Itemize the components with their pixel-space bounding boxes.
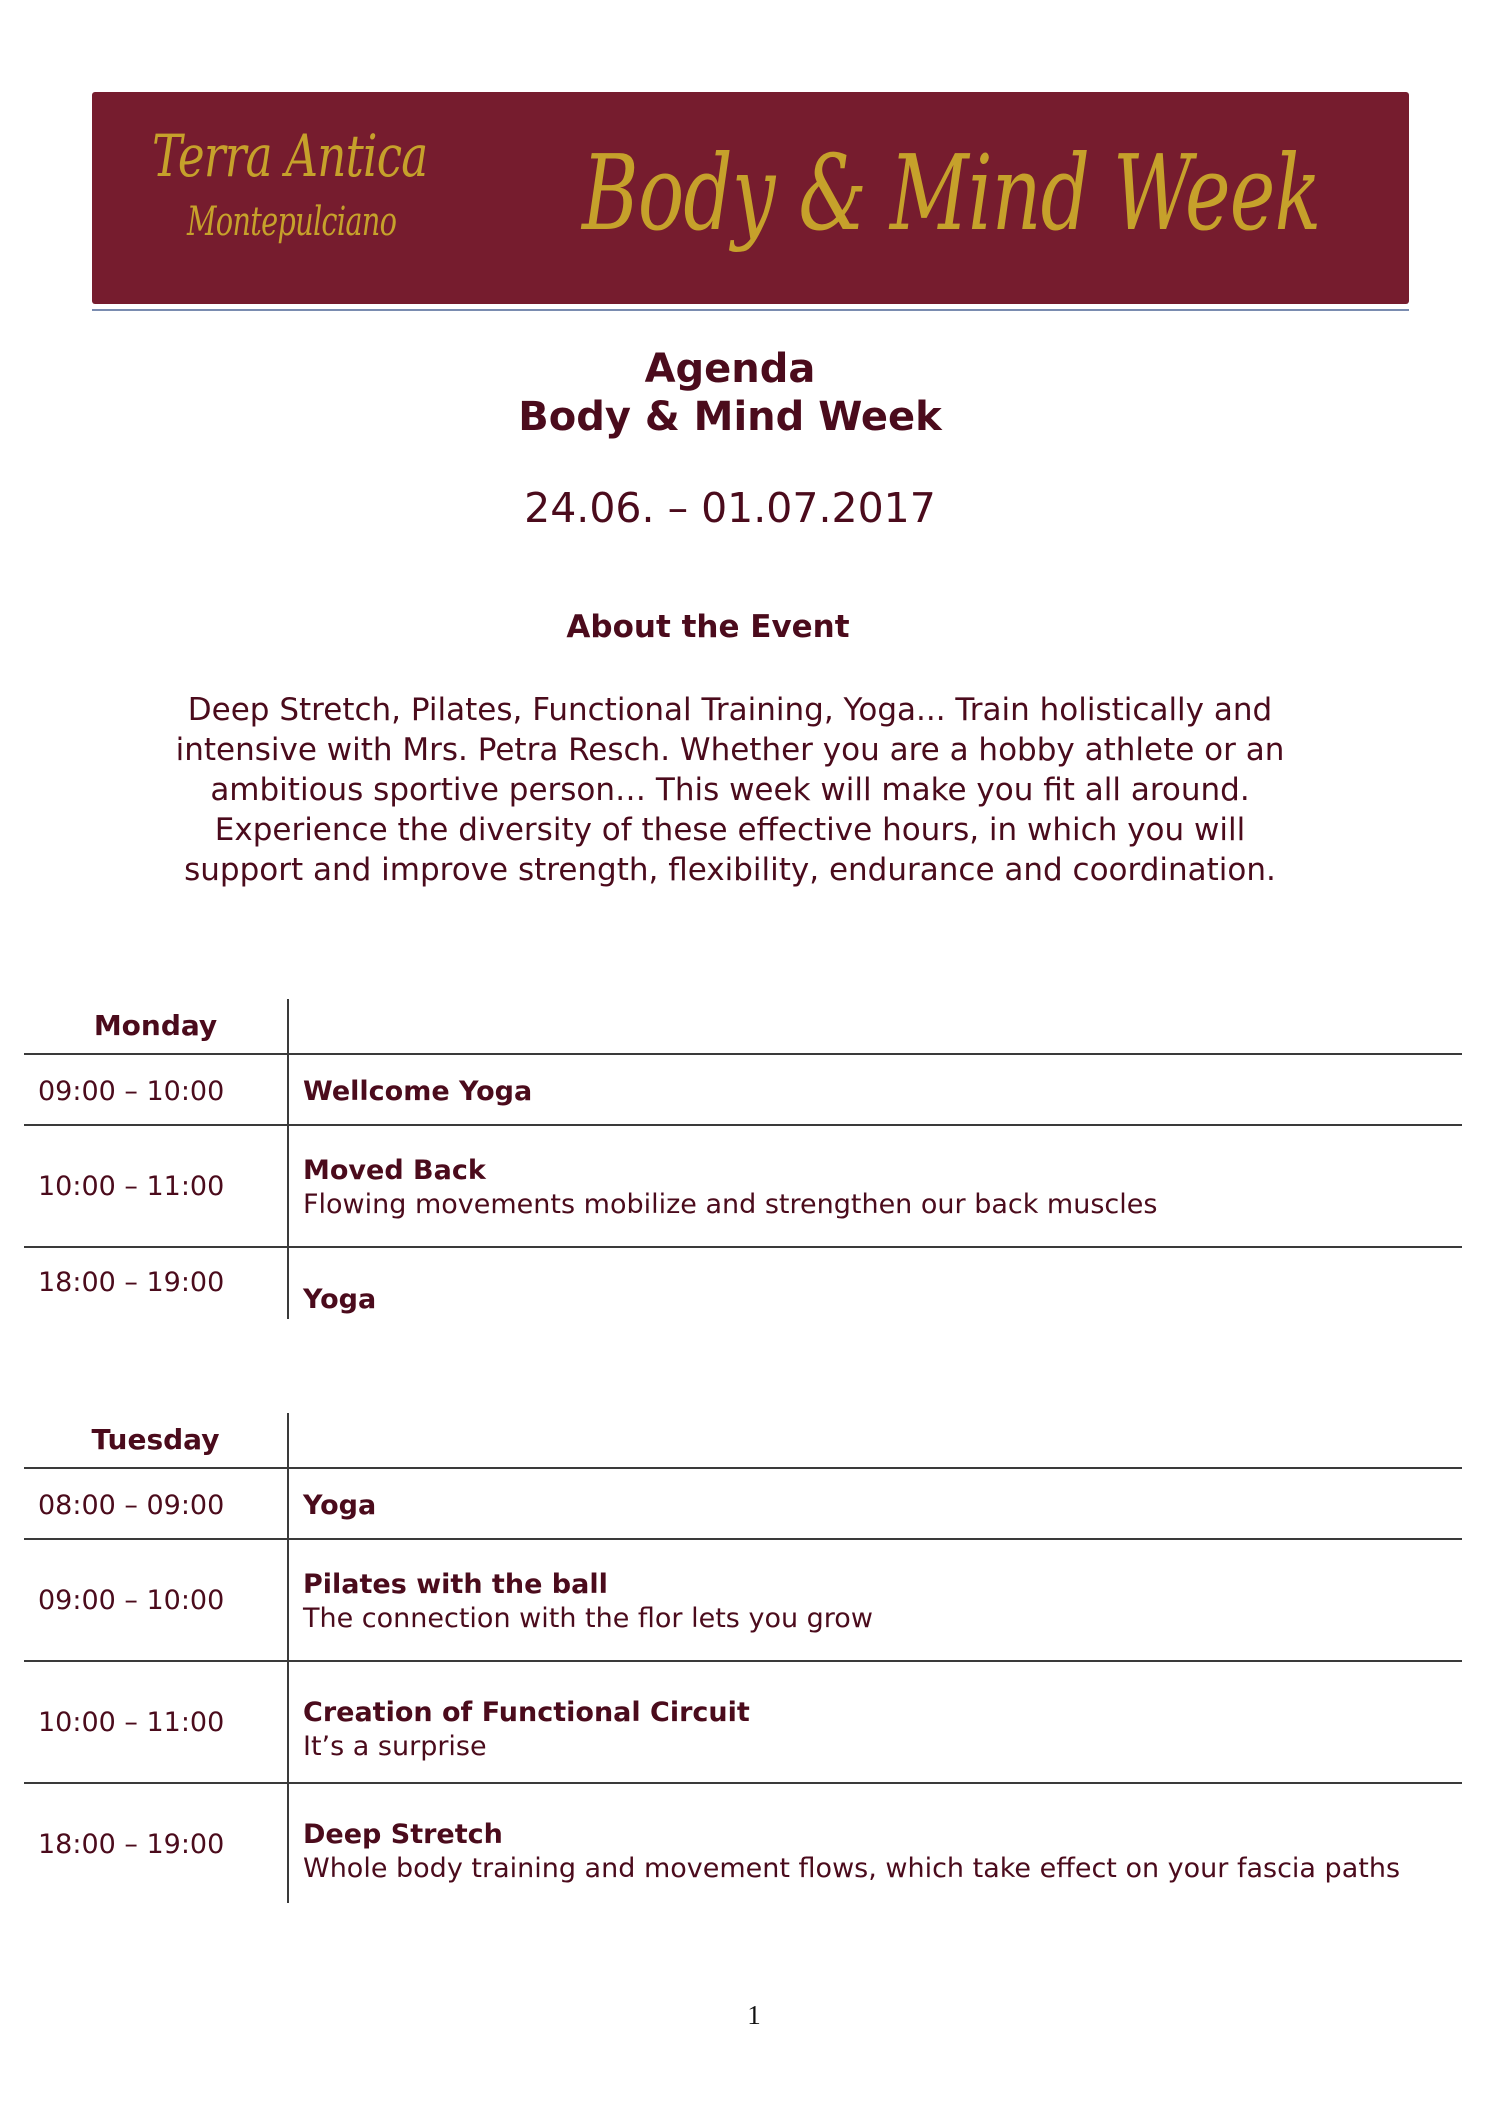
session-title: Wellcome Yoga (303, 1076, 533, 1107)
about-line: Experience the diversity of these effective hours, in which you will (214, 812, 1246, 848)
day-header: Monday (93, 1009, 218, 1042)
session-title: Pilates with the ball (303, 1569, 608, 1600)
session-title: Moved Back (303, 1155, 486, 1186)
row-divider (24, 1467, 1462, 1469)
session-title: Yoga (303, 1284, 377, 1315)
session-time: 18:00 – 19:00 (38, 1267, 225, 1298)
logo-terra-antica: Terra Antica (152, 122, 428, 190)
page-subtitle: Body & Mind Week (518, 394, 942, 440)
about-heading: About the Event (566, 609, 850, 645)
banner-title: Body & Mind Week (582, 132, 1321, 254)
about-line: support and improve strength, flexibility, endurance and coordination. (184, 852, 1276, 888)
date-range: 24.06. – 01.07.2017 (524, 484, 936, 532)
row-divider (24, 1124, 1462, 1126)
about-line: intensive with Mrs. Petra Resch. Whether you are a hobby athlete or an (175, 732, 1285, 768)
about-line: Deep Stretch, Pilates, Functional Training, Yoga... Train holistically and (187, 692, 1273, 728)
about-line: ambitious sportive person… This week will make you fit all around. (210, 772, 1250, 808)
row-divider (24, 1053, 1462, 1055)
schedule-table-monday (24, 999, 1462, 1319)
session-description: Whole body training and movement flows, which take effect on your fascia paths (303, 1853, 1401, 1884)
session-title: Yoga (303, 1490, 377, 1521)
page-title: Agenda (644, 346, 816, 392)
row-divider (24, 1782, 1462, 1784)
event-banner (92, 92, 1409, 304)
session-time: 09:00 – 10:00 (38, 1076, 225, 1107)
session-title: Creation of Functional Circuit (303, 1697, 750, 1728)
session-time: 08:00 – 09:00 (38, 1490, 225, 1521)
session-time: 18:00 – 19:00 (38, 1829, 225, 1860)
session-time: 10:00 – 11:00 (38, 1707, 225, 1738)
logo-montepulciano: Montepulciano (187, 199, 397, 245)
about-paragraph (100, 690, 1360, 890)
session-description: Flowing movements mobilize and strengthen our back muscles (303, 1189, 1158, 1220)
schedule-table-tuesday (24, 1413, 1462, 1903)
session-description: It’s a surprise (303, 1731, 487, 1762)
session-description: The connection with the flor lets you grow (303, 1603, 873, 1634)
session-time: 10:00 – 11:00 (38, 1171, 225, 1202)
page-number: 1 (747, 2000, 761, 2030)
column-divider (287, 1413, 289, 1903)
row-divider (24, 1246, 1462, 1248)
banner-divider (92, 309, 1409, 311)
row-divider (24, 1538, 1462, 1540)
session-time: 09:00 – 10:00 (38, 1585, 225, 1616)
column-divider (287, 999, 289, 1319)
session-title: Deep Stretch (303, 1819, 503, 1850)
day-header: Tuesday (91, 1423, 220, 1456)
row-divider (24, 1660, 1462, 1662)
